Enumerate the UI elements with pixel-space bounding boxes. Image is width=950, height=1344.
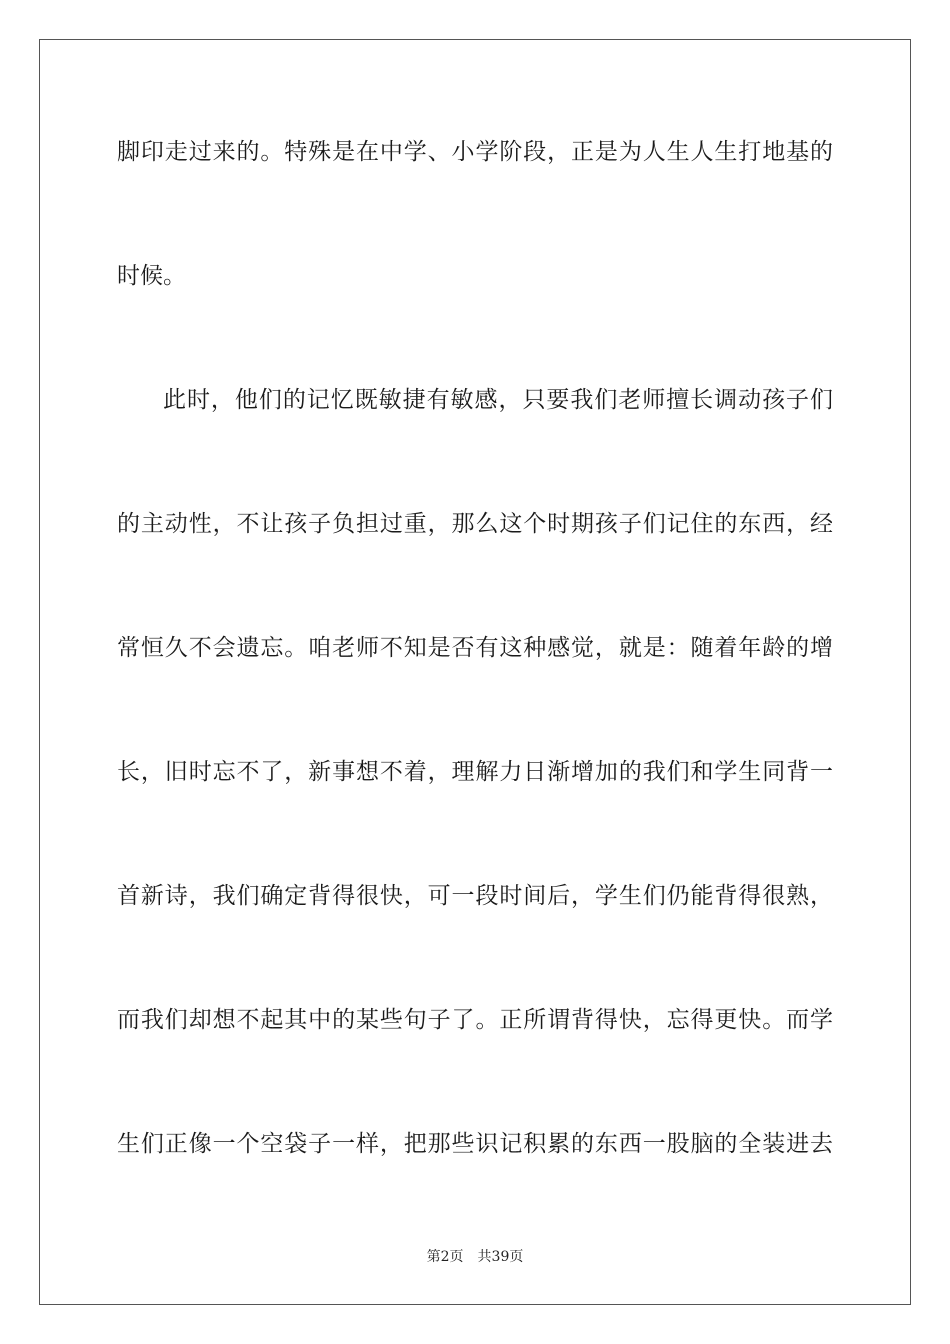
text-line: 生们正像一个空袋子一样，把那些识记积累的东西一股脑的全装进去 bbox=[117, 1131, 833, 1157]
text-line: 长，旧时忘不了，新事想不着，理解力日渐增加的我们和学生同背一 bbox=[117, 759, 833, 785]
paragraph-start-line: 此时，他们的记忆既敏捷有敏感，只要我们老师擅长调动孩子们 bbox=[163, 387, 833, 413]
text-line: 脚印走过来的。特殊是在中学、小学阶段，正是为人生人生打地基的 bbox=[117, 139, 833, 165]
page-footer bbox=[0, 1248, 950, 1266]
text-line: 的主动性，不让孩子负担过重，那么这个时期孩子们记住的东西，经 bbox=[117, 511, 833, 537]
page-total: 共39页 bbox=[477, 1249, 524, 1265]
text-line: 而我们却想不起其中的某些句子了。正所谓背得快，忘得更快。而学 bbox=[117, 1007, 833, 1033]
text-line: 时候。 bbox=[117, 263, 186, 289]
page-border bbox=[39, 39, 911, 1305]
page-number: 第2页 bbox=[426, 1249, 464, 1265]
text-line: 首新诗，我们确定背得很快，可一段时间后，学生们仍能背得很熟， bbox=[117, 883, 833, 909]
text-line: 常恒久不会遗忘。咱老师不知是否有这种感觉，就是：随着年龄的增 bbox=[117, 635, 833, 661]
